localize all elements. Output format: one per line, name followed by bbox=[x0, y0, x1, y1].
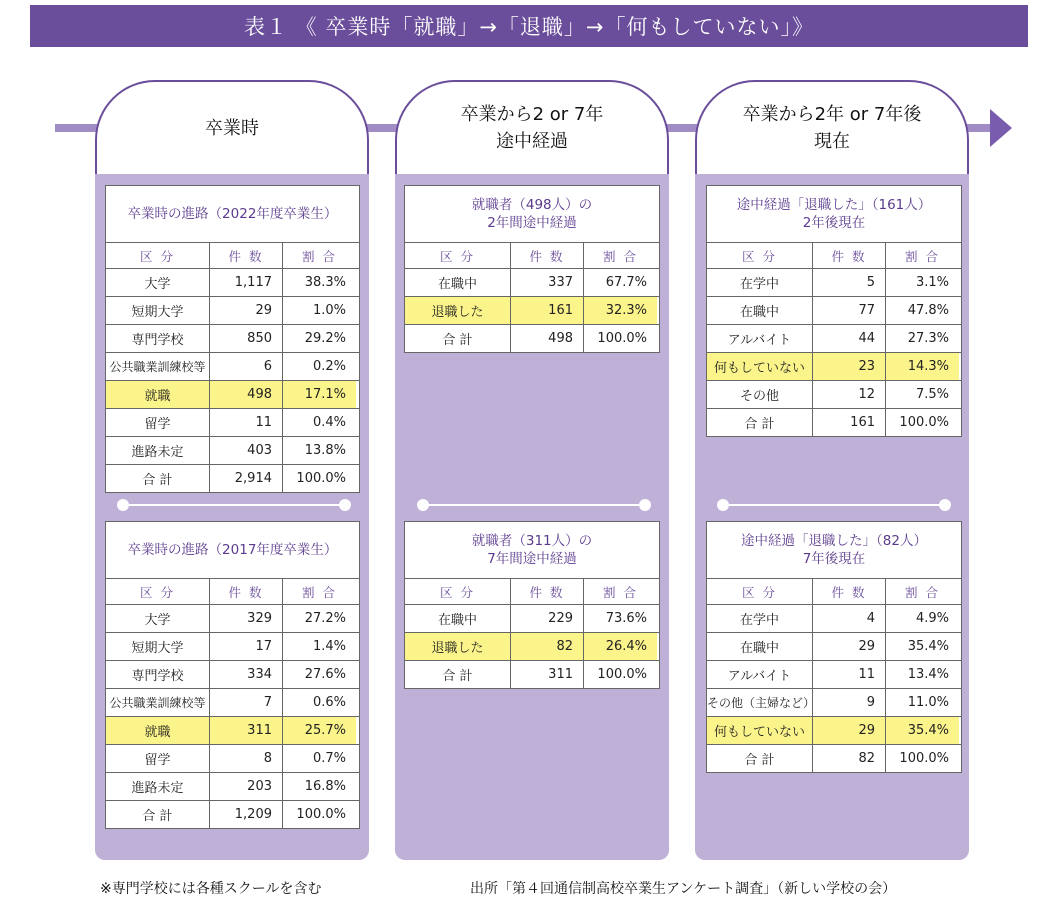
table-row bbox=[707, 745, 961, 772]
cell-cat: 何もしていない bbox=[707, 353, 813, 380]
cell-cat: その他 bbox=[707, 381, 813, 408]
cell-num: 4 bbox=[813, 605, 886, 632]
table-row bbox=[106, 297, 359, 325]
table-current-7yr bbox=[706, 521, 962, 773]
cell-pct: 100.0% bbox=[899, 415, 949, 430]
table-progress-2yr bbox=[404, 185, 660, 353]
cell-pct: 16.8% bbox=[304, 779, 346, 794]
cell-num: 311 bbox=[210, 717, 283, 744]
table-header-row bbox=[405, 579, 659, 605]
column-header bbox=[395, 80, 669, 174]
timeline-arrow-head-icon bbox=[990, 109, 1012, 147]
table-row bbox=[707, 661, 961, 689]
table-row bbox=[405, 661, 659, 688]
table-row bbox=[106, 605, 359, 633]
cell-pct: 11.0% bbox=[907, 695, 949, 710]
dot-connector bbox=[717, 498, 951, 512]
cell-num: 44 bbox=[813, 325, 886, 352]
cell-cat: 合 計 bbox=[707, 409, 813, 436]
cell-num: 498 bbox=[210, 381, 283, 408]
cell-num: 1,117 bbox=[210, 269, 283, 296]
table-row-highlighted bbox=[707, 353, 961, 381]
table-row bbox=[106, 353, 359, 381]
cell-cat: 公共職業訓練校等 bbox=[106, 689, 210, 716]
cell-num: 29 bbox=[210, 297, 283, 324]
cell-num: 337 bbox=[511, 269, 584, 296]
table-header-row bbox=[707, 243, 961, 269]
header-pct: 割 合 bbox=[905, 248, 940, 264]
table-title bbox=[405, 522, 659, 579]
column-header-line1: 卒業から2年 or 7年後 bbox=[742, 104, 922, 125]
table-title-title1: 卒業時の進路（2022年度卒業生） bbox=[127, 206, 338, 222]
table-row bbox=[106, 633, 359, 661]
cell-num: 11 bbox=[210, 409, 283, 436]
cell-num: 29 bbox=[813, 633, 886, 660]
table-header-row bbox=[106, 579, 359, 605]
table-title-title1: 途中経過「退職した」（82人） bbox=[741, 533, 927, 549]
cell-cat: 進路未定 bbox=[106, 437, 210, 464]
header-cat: 区 分 bbox=[707, 579, 813, 604]
header-cat: 区 分 bbox=[707, 243, 813, 268]
table-row bbox=[405, 269, 659, 297]
cell-num: 8 bbox=[210, 745, 283, 772]
table-row bbox=[106, 437, 359, 465]
cell-pct: 25.7% bbox=[283, 717, 356, 744]
cell-cat: アルバイト bbox=[707, 661, 813, 688]
cell-cat: 短期大学 bbox=[106, 633, 210, 660]
cell-cat: 公共職業訓練校等 bbox=[106, 353, 210, 380]
cell-pct: 13.4% bbox=[907, 667, 949, 682]
cell-cat: 進路未定 bbox=[106, 773, 210, 800]
header-num: 件 数 bbox=[511, 579, 584, 604]
cell-pct: 7.5% bbox=[915, 387, 949, 402]
cell-pct: 35.4% bbox=[886, 717, 959, 744]
column-header-line1: 卒業時 bbox=[205, 117, 259, 139]
title-banner bbox=[30, 5, 1028, 47]
column-header-line1: 卒業から2 or 7年 bbox=[460, 104, 604, 125]
column-header bbox=[95, 80, 369, 174]
table-row bbox=[106, 661, 359, 689]
cell-cat: 留学 bbox=[106, 409, 210, 436]
cell-pct: 35.4% bbox=[907, 639, 949, 654]
cell-num: 82 bbox=[813, 745, 886, 772]
page-title: 表１ 《 卒業時「就職」→「退職」→「何もしていない」》 bbox=[243, 15, 815, 39]
footnote-note: ※専門学校には各種スクールを含む bbox=[100, 881, 322, 897]
cell-num: 850 bbox=[210, 325, 283, 352]
cell-pct: 1.0% bbox=[312, 303, 346, 318]
table-title bbox=[106, 522, 359, 579]
table-row bbox=[707, 605, 961, 633]
table-header-row bbox=[405, 243, 659, 269]
cell-pct: 27.2% bbox=[304, 611, 346, 626]
table-title bbox=[106, 186, 359, 243]
column-header-line2: 途中経過 bbox=[496, 131, 568, 152]
cell-cat: 留学 bbox=[106, 745, 210, 772]
cell-pct: 13.8% bbox=[304, 443, 346, 458]
table-row-highlighted bbox=[405, 633, 659, 661]
table-title bbox=[707, 186, 961, 243]
table-row bbox=[106, 801, 359, 828]
cell-num: 11 bbox=[813, 661, 886, 688]
cell-cat: 合 計 bbox=[106, 801, 210, 828]
table-graduation-2017 bbox=[105, 521, 360, 829]
table-row bbox=[707, 633, 961, 661]
cell-pct: 67.7% bbox=[605, 275, 647, 290]
header-num: 件 数 bbox=[813, 579, 886, 604]
cell-cat: その他（主婦など） bbox=[707, 689, 813, 716]
cell-cat: 退職した bbox=[405, 633, 511, 660]
header-pct: 割 合 bbox=[603, 248, 638, 264]
cell-cat: 何もしていない bbox=[707, 717, 813, 744]
cell-pct: 100.0% bbox=[296, 471, 346, 486]
cell-num: 77 bbox=[813, 297, 886, 324]
cell-cat: 在職中 bbox=[707, 633, 813, 660]
table-row bbox=[106, 409, 359, 437]
table-row-highlighted bbox=[707, 717, 961, 745]
dot-connector bbox=[417, 498, 651, 512]
table-row bbox=[106, 745, 359, 773]
cell-num: 1,209 bbox=[210, 801, 283, 828]
table-row bbox=[707, 409, 961, 436]
cell-cat: 合 計 bbox=[106, 465, 210, 492]
cell-num: 329 bbox=[210, 605, 283, 632]
cell-pct: 0.4% bbox=[312, 415, 346, 430]
cell-num: 498 bbox=[511, 325, 584, 352]
cell-pct: 100.0% bbox=[296, 807, 346, 822]
cell-num: 5 bbox=[813, 269, 886, 296]
cell-pct: 32.3% bbox=[584, 297, 657, 324]
table-row-highlighted bbox=[106, 381, 359, 409]
table-row bbox=[707, 325, 961, 353]
cell-cat: 在職中 bbox=[707, 297, 813, 324]
cell-cat: 在学中 bbox=[707, 269, 813, 296]
table-title-title1: 途中経過「退職した」（161人） bbox=[736, 197, 932, 213]
cell-pct: 27.3% bbox=[907, 331, 949, 346]
table-row bbox=[707, 269, 961, 297]
header-cat: 区 分 bbox=[405, 579, 511, 604]
cell-cat: 在職中 bbox=[405, 269, 511, 296]
cell-cat: 専門学校 bbox=[106, 661, 210, 688]
cell-num: 229 bbox=[511, 605, 584, 632]
column-header-line2: 現在 bbox=[814, 131, 850, 152]
table-row bbox=[106, 689, 359, 717]
cell-cat: 大学 bbox=[106, 605, 210, 632]
header-num: 件 数 bbox=[210, 579, 283, 604]
header-pct: 割 合 bbox=[302, 584, 337, 600]
cell-num: 82 bbox=[511, 633, 584, 660]
cell-pct: 0.2% bbox=[312, 359, 346, 374]
table-row bbox=[106, 325, 359, 353]
cell-pct: 47.8% bbox=[907, 303, 949, 318]
footnote-source: 出所「第４回通信制高校卒業生アンケート調査」（新しい学校の会） bbox=[470, 881, 897, 897]
column-header bbox=[695, 80, 969, 174]
table-row bbox=[405, 325, 659, 352]
cell-cat: 在学中 bbox=[707, 605, 813, 632]
cell-pct: 26.4% bbox=[584, 633, 657, 660]
table-header-row bbox=[707, 579, 961, 605]
cell-pct: 38.3% bbox=[304, 275, 346, 290]
cell-num: 2,914 bbox=[210, 465, 283, 492]
cell-cat: 合 計 bbox=[405, 325, 511, 352]
table-title-title2: 2年後現在 bbox=[802, 215, 866, 231]
table-row bbox=[106, 465, 359, 492]
cell-pct: 17.1% bbox=[283, 381, 356, 408]
cell-num: 7 bbox=[210, 689, 283, 716]
table-title-title1: 就職者（311人）の bbox=[471, 533, 593, 549]
cell-cat: 大学 bbox=[106, 269, 210, 296]
cell-pct: 100.0% bbox=[597, 331, 647, 346]
cell-cat: アルバイト bbox=[707, 325, 813, 352]
table-row bbox=[106, 269, 359, 297]
table-row-highlighted bbox=[106, 717, 359, 745]
table-current-2yr bbox=[706, 185, 962, 437]
cell-cat: 在職中 bbox=[405, 605, 511, 632]
cell-cat: 短期大学 bbox=[106, 297, 210, 324]
table-row bbox=[707, 381, 961, 409]
header-num: 件 数 bbox=[813, 243, 886, 268]
header-pct: 割 合 bbox=[302, 248, 337, 264]
cell-pct: 1.4% bbox=[312, 639, 346, 654]
cell-pct: 73.6% bbox=[605, 611, 647, 626]
cell-cat: 専門学校 bbox=[106, 325, 210, 352]
header-num: 件 数 bbox=[210, 243, 283, 268]
table-title-title2: 2年間途中経過 bbox=[487, 215, 577, 231]
cell-num: 23 bbox=[813, 353, 886, 380]
table-row bbox=[707, 297, 961, 325]
cell-pct: 100.0% bbox=[597, 667, 647, 682]
cell-pct: 4.9% bbox=[915, 611, 949, 626]
cell-pct: 27.6% bbox=[304, 667, 346, 682]
table-graduation-2022 bbox=[105, 185, 360, 493]
cell-num: 29 bbox=[813, 717, 886, 744]
table-title bbox=[405, 186, 659, 243]
cell-num: 17 bbox=[210, 633, 283, 660]
cell-cat: 就職 bbox=[106, 381, 210, 408]
table-title-title2: 7年後現在 bbox=[802, 551, 866, 567]
cell-num: 203 bbox=[210, 773, 283, 800]
cell-pct: 14.3% bbox=[886, 353, 959, 380]
cell-num: 403 bbox=[210, 437, 283, 464]
header-cat: 区 分 bbox=[106, 243, 210, 268]
cell-cat: 合 計 bbox=[405, 661, 511, 688]
cell-num: 161 bbox=[813, 409, 886, 436]
cell-num: 12 bbox=[813, 381, 886, 408]
dot-connector bbox=[117, 498, 351, 512]
header-cat: 区 分 bbox=[405, 243, 511, 268]
table-row-highlighted bbox=[405, 297, 659, 325]
table-title-title1: 就職者（498人）の bbox=[471, 197, 593, 213]
cell-cat: 就職 bbox=[106, 717, 210, 744]
cell-num: 161 bbox=[511, 297, 584, 324]
table-title-title1: 卒業時の進路（2017年度卒業生） bbox=[127, 542, 338, 558]
table-row bbox=[707, 689, 961, 717]
header-pct: 割 合 bbox=[905, 584, 940, 600]
header-cat: 区 分 bbox=[106, 579, 210, 604]
cell-pct: 0.6% bbox=[312, 695, 346, 710]
table-header-row bbox=[106, 243, 359, 269]
cell-pct: 0.7% bbox=[312, 751, 346, 766]
table-row bbox=[405, 605, 659, 633]
cell-pct: 3.1% bbox=[915, 275, 949, 290]
cell-num: 311 bbox=[511, 661, 584, 688]
cell-num: 9 bbox=[813, 689, 886, 716]
cell-num: 6 bbox=[210, 353, 283, 380]
cell-cat: 合 計 bbox=[707, 745, 813, 772]
table-title bbox=[707, 522, 961, 579]
cell-num: 334 bbox=[210, 661, 283, 688]
table-title-title2: 7年間途中経過 bbox=[487, 551, 577, 567]
header-num: 件 数 bbox=[511, 243, 584, 268]
cell-pct: 100.0% bbox=[899, 751, 949, 766]
cell-cat: 退職した bbox=[405, 297, 511, 324]
cell-pct: 29.2% bbox=[304, 331, 346, 346]
table-progress-7yr bbox=[404, 521, 660, 689]
header-pct: 割 合 bbox=[603, 584, 638, 600]
table-row bbox=[106, 773, 359, 801]
